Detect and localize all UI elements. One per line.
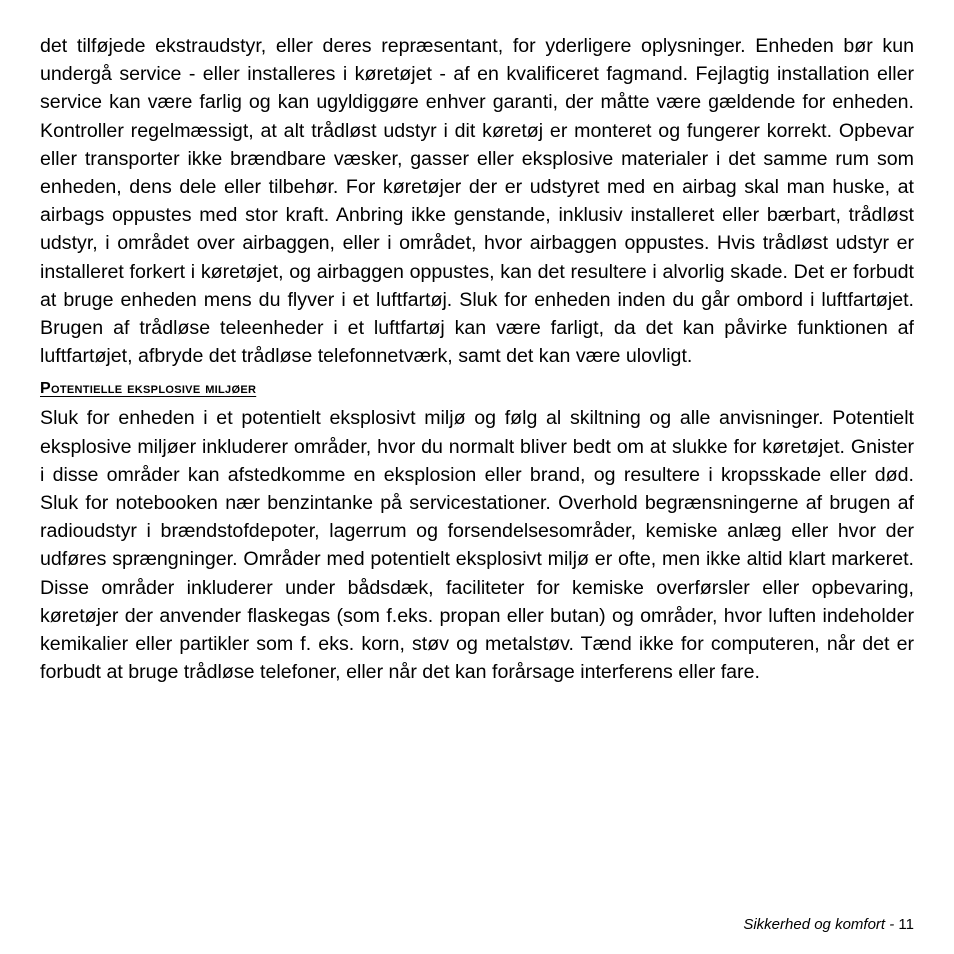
body-paragraph: det tilføjede ekstraudstyr, eller deres repræsentant, for yderligere oplysninger. Enheden bør kun undergå service - eller installeres i køretøjet - af en kvalificeret fagmand. Fejlagtig installation eller service kan være farlig og kan ugyldiggøre enhver garanti, der måtte være gældende for enheden. Kontroller regelmæssigt, at alt trådløst udstyr i dit køretøj er monteret og fungerer korrekt. Opbevar eller transporter ikke brændbare væsker, gasser eller eksplosive materialer i det samme rum som enheden, dens dele eller tilbehør. For køretøjer der er udstyret med en airbag skal man huske, at airbags oppustes med stor kraft. Anbring ikke genstande, inklusiv installeret eller bærbart, trådløst udstyr, i området over airbaggen, eller i området, hvor airbaggen oppustes. Hvis trådløst udstyr er installeret forkert i køretøjet, og airbaggen oppustes, kan det resultere i alvorlig skade. Det er forbudt at bruge enheden mens du flyver i et luftfartøj. Sluk for enheden inden du går ombord i luftfartøjet. Brugen af trådløse teleenheder i et luftfartøj kan være farligt, da det kan påvirke funktionen af luftfartøjet, afbryde det trådløse telefonnetværk, samt det kan være ulovligt. xyxy=(40,35,914,368)
footer-section-title: Sikkerhed og komfort - xyxy=(743,916,895,933)
body-paragraph: Sluk for enheden i et potentielt eksplosivt miljø og følg al skiltning og alle anvisninger. Potentielt eksplosive miljøer inkluderer områder, hvor du normalt bliver bedt om at slukke for køretøjet. Gnister i disse områder kan afstedkomme en eksplosion eller brand, og resultere i kropsskade eller død. Sluk for notebooken nær benzintanke på servicestationer. Overhold begrænsningerne af brugen af radioudstyr i brændstofdepoter, lagerrum og forsendelsesområder, kemiske anlæg eller hvor der udføres sprængninger. Områder med potentielt eksplosivt miljø er ofte, men ikke altid klart markeret. Disse områder inkluderer under bådsdæk, faciliteter for kemiske overførsler eller opbevaring, køretøjer der anvender flaskegas (som f.eks. propan eller butan) og områder, hvor luften indeholder kemikalier eller partikler som f. eks. korn, støv og metalstøv. Tænd ikke for computeren, når det er forbudt at bruge trådløse telefoner, eller når det kan forårsage interferens eller fare. xyxy=(40,407,914,684)
page-number: 11 xyxy=(898,916,914,933)
page-footer xyxy=(743,916,914,933)
document-page xyxy=(40,32,914,686)
section-heading: Potentielle eksplosive miljøer xyxy=(40,380,257,398)
